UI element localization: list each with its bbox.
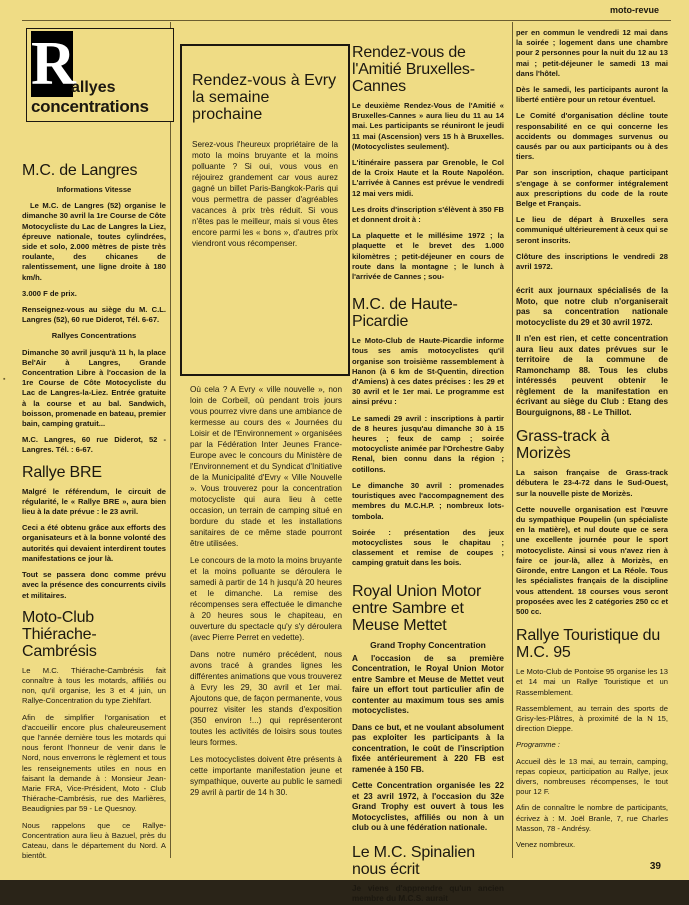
logo-line-2: concentrations (31, 97, 149, 116)
article-paragraph: Par son inscription, chaque participant s'engage à se conformer intégralement aux prescriptions du code de la route Belge et Français. (516, 168, 668, 209)
article-paragraph: Le Moto-Club de Pontoise 95 organise les 13 et 14 mai un Rallye Touristique et un Rassemblement. (516, 667, 668, 697)
column-divider (512, 22, 513, 858)
article-paragraph: Renseignez-vous au siège du M. C.L. Langres (52), 60 rue Diderot, Tél. 6-67. (22, 305, 166, 325)
article-paragraph: per en commun le vendredi 12 mai dans la soirée ; logement dans une chambre pour 2 personnes pour la nuit du 12 au 13 mai ; petit-déjeuner le samedi 13 mai dans l'hôtel. (516, 28, 668, 78)
column-3 (352, 28, 504, 904)
article-paragraph: Afin de simplifier l'organisation et d'accueillir encore plus chaleureusement que l'année dernière tous les motards qui nous feront l'honneur de venir dans le Nord, nous enverrons le règlement et tous les renseignements utiles en nous en faisant la demande à : Monsieur Jean-Marie FRA, Vice-Président, Moto - Club Thiérache-Cambrésis, rue des Marlières, Beaudignies par 59 - Le Quesnoy. (22, 712, 166, 814)
article-title: M.C. de Langres (22, 162, 138, 179)
article-paragraph: La plaquette et le millésime 1972 ; la plaquette et le brevet des 1.000 kilomètres ; petit-déjeuner en cours de route dans la montagne ; le lunch à l'arrivée de Cannes ; sou- (352, 231, 504, 282)
article-title: Moto-Club Thiérache-Cambrésis (22, 608, 97, 660)
article-paragraph: Le M.C. Thiérache-Cambrésis fait connaître à tous les motards, affiliés ou non, qu'il organise, les 3 et 4 juin, un Rallye-Concentration du type Ziehlfart. (22, 665, 166, 706)
article-paragraph: Le deuxième Rendez-Vous de l'Amitié « Bruxelles-Cannes » aura lieu du 11 au 14 mai. Les participants se réuniront le jeudi 11 mai (Ascension) vers 15 h à Bruxelles. (Motocyclistes seulement). (352, 101, 504, 151)
article-paragraph: Tout se passera donc comme prévu avec la présence des concurrents civils et militaires. (22, 570, 166, 600)
article-subheading: Rallyes Concentrations (51, 331, 137, 341)
article-title: Rallye Touristique du M.C. 95 (516, 627, 661, 662)
article-paragraph: A l'occasion de sa première Concentration, le Royal Union Motor entre Sambre et Meuse de Mettet veut faire un effort tout particulier afin de contenter au maximum tous ses amis motocyclistes. (352, 653, 504, 716)
article-paragraph: Ceci a été obtenu grâce aux efforts des organisateurs et à la bonne volonté des autorités qui devaient interdirent toutes manifestations ce jour là. (22, 523, 166, 563)
article-paragraph: Je viens d'apprendre qu'un ancien membre du M.C.S. aurait (352, 883, 504, 904)
article-paragraph: Le Comité d'organisation décline toute responsabilité en ce qui concerne les accidents ou dommages survenus ou causés par ou aux participants ou à des tiers. (516, 111, 668, 162)
article-title: Rendez-vous à Evry la semaine prochaine (192, 72, 337, 123)
column-2 (190, 384, 342, 844)
article-paragraph: 3.000 F de prix. (22, 288, 77, 298)
article-paragraph: Serez-vous l'heureux propriétaire de la moto la moins bruyante et la moins polluante ? Si oui, vous vous en réjouirez grandement car vous aurez gagné un billet Paris-Bangkok-Paris qui vous permettra de passer d'agréables vacances à prix très réduit. Si vous n'êtes pas le meilleur, mais si vous êtes encore parmi les « bons », d'autres prix viendront vous récompenser. (192, 140, 338, 248)
article-paragraph: Le samedi 29 avril : inscriptions à partir de 8 heures jusqu'au dimanche 30 à 15 heures ; feux de camp ; soirée motocycliste animée par l'Orchestre Gaby Renal, bien connu dans la région ; cotillons. (352, 413, 504, 474)
article-title: Royal Union Motor entre Sambre et Meuse Mettet (352, 582, 482, 634)
article-paragraph: Dans ce but, et ne voulant absolument pas exploiter les participants à la concentration, le coût de l'inscription fixée antérieurement à 220 FB est ramenée à 150 FB. (352, 722, 504, 774)
article-paragraph: Venez nombreux. (516, 839, 576, 849)
article-title: M.C. de Haute-Picardie (352, 296, 458, 331)
article-paragraph: Accueil dès le 13 mai, au terrain, camping, repas copieux, participation au Rallye, jeux divers, nombreuses récompenses, le tout pour 12 F. (516, 756, 668, 797)
logo-letter: R (31, 30, 76, 98)
column-4 (516, 28, 668, 848)
article-paragraph: Où cela ? A Evry « ville nouvelle », non loin de Corbeil, où pendant trois jours vous pourrez vivre dans une ambiance de kermesse au cours des « Journées du Loisir et de l'Environnement » organisées par la Fédération Inter Jeunes France-Europe avec le concours du Ministère de l'Environnement et du Syndicat d'Initiative de la Municipalité d'Evry « Ville Nouvelle ». Vous trouverez pour la concentration motocycliste qui aura lieu à cette occasion, un terrain de camping situé en bordure du stade et les installations sanitaires de ce même stade pourront être utilisées. (190, 385, 343, 548)
article-paragraph: Il n'en est rien, et cette concentration aura lieu aux dates prévues sur le territoire de la commune de Ramonchamp 88. Tous les clubs intéressés peuvent obtenir le règlement de la manifestation en écrivant au siège du Club : Etang des Bourguignons, 88 - Le Thillot. (516, 334, 668, 417)
article-paragraph: Le dimanche 30 avril : promenades touristiques avec l'accompagnement des membres du M.C.H.P. ; nombreux lots-tombola. (352, 480, 504, 521)
article-paragraph: Dans notre numéro précédent, nous avons tracé à grandes lignes les différentes animations que vous trouverez à Evry les 29, 30 avril et 1er mai. Ajoutons que, de façon permanente, vous pourrez visiter les stands d'exposition (350 environ !...) qui représenteront toutes les activités de loisirs sous toutes leurs formes. (190, 650, 342, 747)
evry-boxed-intro (180, 44, 350, 376)
article-paragraph: Les droits d'inscription s'élèvent à 350 FB et donnent droit à : (352, 204, 504, 225)
article-paragraph: Dès le samedi, les participants auront la liberté entière pour un retour éventuel. (516, 85, 668, 105)
article-paragraph: L'itinéraire passera par Grenoble, le Col de la Croix Haute et la Route Napoléon. L'arrivée à Cannes est prévue le vendredi 12 mai vers midi. (352, 158, 504, 198)
article-paragraph: écrit aux journaux spécialisés de la Moto, que notre club n'organiserait pas sa concentration nationale motocycliste du 29 et 30 avril 1972. (516, 286, 668, 327)
margin-mark: ▪ (3, 376, 6, 383)
article-subheading: Grand Trophy Concentration (370, 639, 486, 650)
article-paragraph: Cette Concentration organisée les 22 et 23 avril 1972, à l'occasion du 32e Grand Trophy est ouvert à tous les Motocyclistes, affiliés ou non à un club ou à une fédération nationale. (352, 781, 504, 833)
article-paragraph: Cette nouvelle organisation est l'œuvre du sympathique Poupelin (un spécialiste en la matière), et nul doute que ce sera une excellente journée pour le sport motocycliste. Ainsi si vous n'avez rien à faire ce jour-là, allez à Morizès, en Gironde, entre Langon et La Réole. Tous les spécialistes français de la discipline vous attendent. 18 courses vous seront proposées avec les 2 catégories 250 cc et 500 cc. (516, 504, 668, 616)
article-subheading: Informations Vitesse (56, 185, 132, 194)
section-header: moto-revue (609, 5, 659, 15)
article-title: Le M.C. Spinalien nous écrit (352, 843, 475, 878)
article-paragraph: Les motocyclistes doivent être présents à cette importante manifestation jeune et sympathique, ouverte au public le samedi 29 avril à partir de 14 h 30. (190, 755, 342, 797)
article-title: Rendez-vous de l'Amitié Bruxelles-Cannes (352, 44, 475, 95)
article-paragraph: Nous rappelons que ce Rallye-Concentration aura lieu à Bazuel, près du Cateau, dans le département du Nord. A bientôt. (22, 820, 166, 861)
article-paragraph: Afin de connaître le nombre de participants, écrivez à : M. Joël Branle, 7, rue Charles Masson, 78 - Andrésy. (516, 803, 668, 833)
logo-line-1: allyes (71, 79, 116, 96)
article-title: Grass-track à Morizès (516, 428, 610, 463)
article-paragraph: Rassemblement, au terrain des sports de Grisy-les-Plâtres, à proximité de la N 15, direction Dieppe. (516, 703, 668, 734)
article-paragraph: Le concours de la moto la moins bruyante et la moins polluante se déroulera le samedi à partir de 14 h jusqu'à 20 heures et le dimanche. La remise des récompenses sera effectuée le dimanche à 20 heures sous le chapiteau, en ouverture du spectacle qu'y s'y déroulera (avec Pierre Perret en vedette). (190, 556, 343, 642)
rallyes-concentrations-logo (26, 28, 174, 122)
page-number: 39 (649, 861, 661, 872)
header-rule (22, 20, 671, 21)
article-paragraph: Le Moto-Club de Haute-Picardie informe tous ses amis motocyclistes qu'il organise son troisième rassemblement à Hanon (à 6 km de St-Quentin, direction d'Amiens) à ces dates précises : les 29 et 30 avril et le 1er mai. Le programme est ainsi prévu : (352, 336, 504, 407)
article-paragraph: Clôture des inscriptions le vendredi 28 avril 1972. (516, 251, 668, 272)
article-paragraph: Dimanche 30 avril jusqu'à 11 h, la place Bel'Air à Langres, Grande Concentration Libre à l'occasion de la 1re Course de Côte Motocycliste du Lac de Langres-la-Liez. Entrée gratuite à la course et au bal. Sandwich, boisson, promenade en bateau, premier bain, camping gratuit... (22, 347, 166, 429)
column-1 (22, 28, 166, 860)
article-paragraph: M.C. Langres, 60 rue Diderot, 52 - Langres. Tél. : 6-67. (22, 435, 166, 455)
column-divider (170, 22, 171, 858)
article-paragraph: Le lieu de départ à Bruxelles sera communiqué ultérieurement à ceux qui se seront inscrits. (516, 215, 668, 245)
article-title: Rallye BRE (22, 463, 102, 481)
article-paragraph: Programme : (516, 740, 560, 750)
article-paragraph: La saison française de Grass-track débutera le 23-4-72 dans le Sud-Ouest, sur la nouvelle piste de Morizès. (516, 468, 668, 498)
article-paragraph: Le M.C. de Langres (52) organise le dimanche 30 avril la 1re Course de Côte Motocycliste du Lac de Langres la Liez, épreuve nationale, toutes cylindrées, side et solo, 2.000 mètres de piste très roulante, des chicanes de ralentissement, une ligne droite à 180 km/h. (22, 201, 166, 282)
article-paragraph: Malgré le référendum, le circuit de régularité, le « Rallye BRE », aura bien lieu à la date prévue : le 23 avril. (22, 486, 166, 517)
article-paragraph: Soirée : présentation des jeux motocyclistes sous le chapitau ; classement et remise de coupes ; camping gratuit dans les bois. (352, 527, 504, 568)
